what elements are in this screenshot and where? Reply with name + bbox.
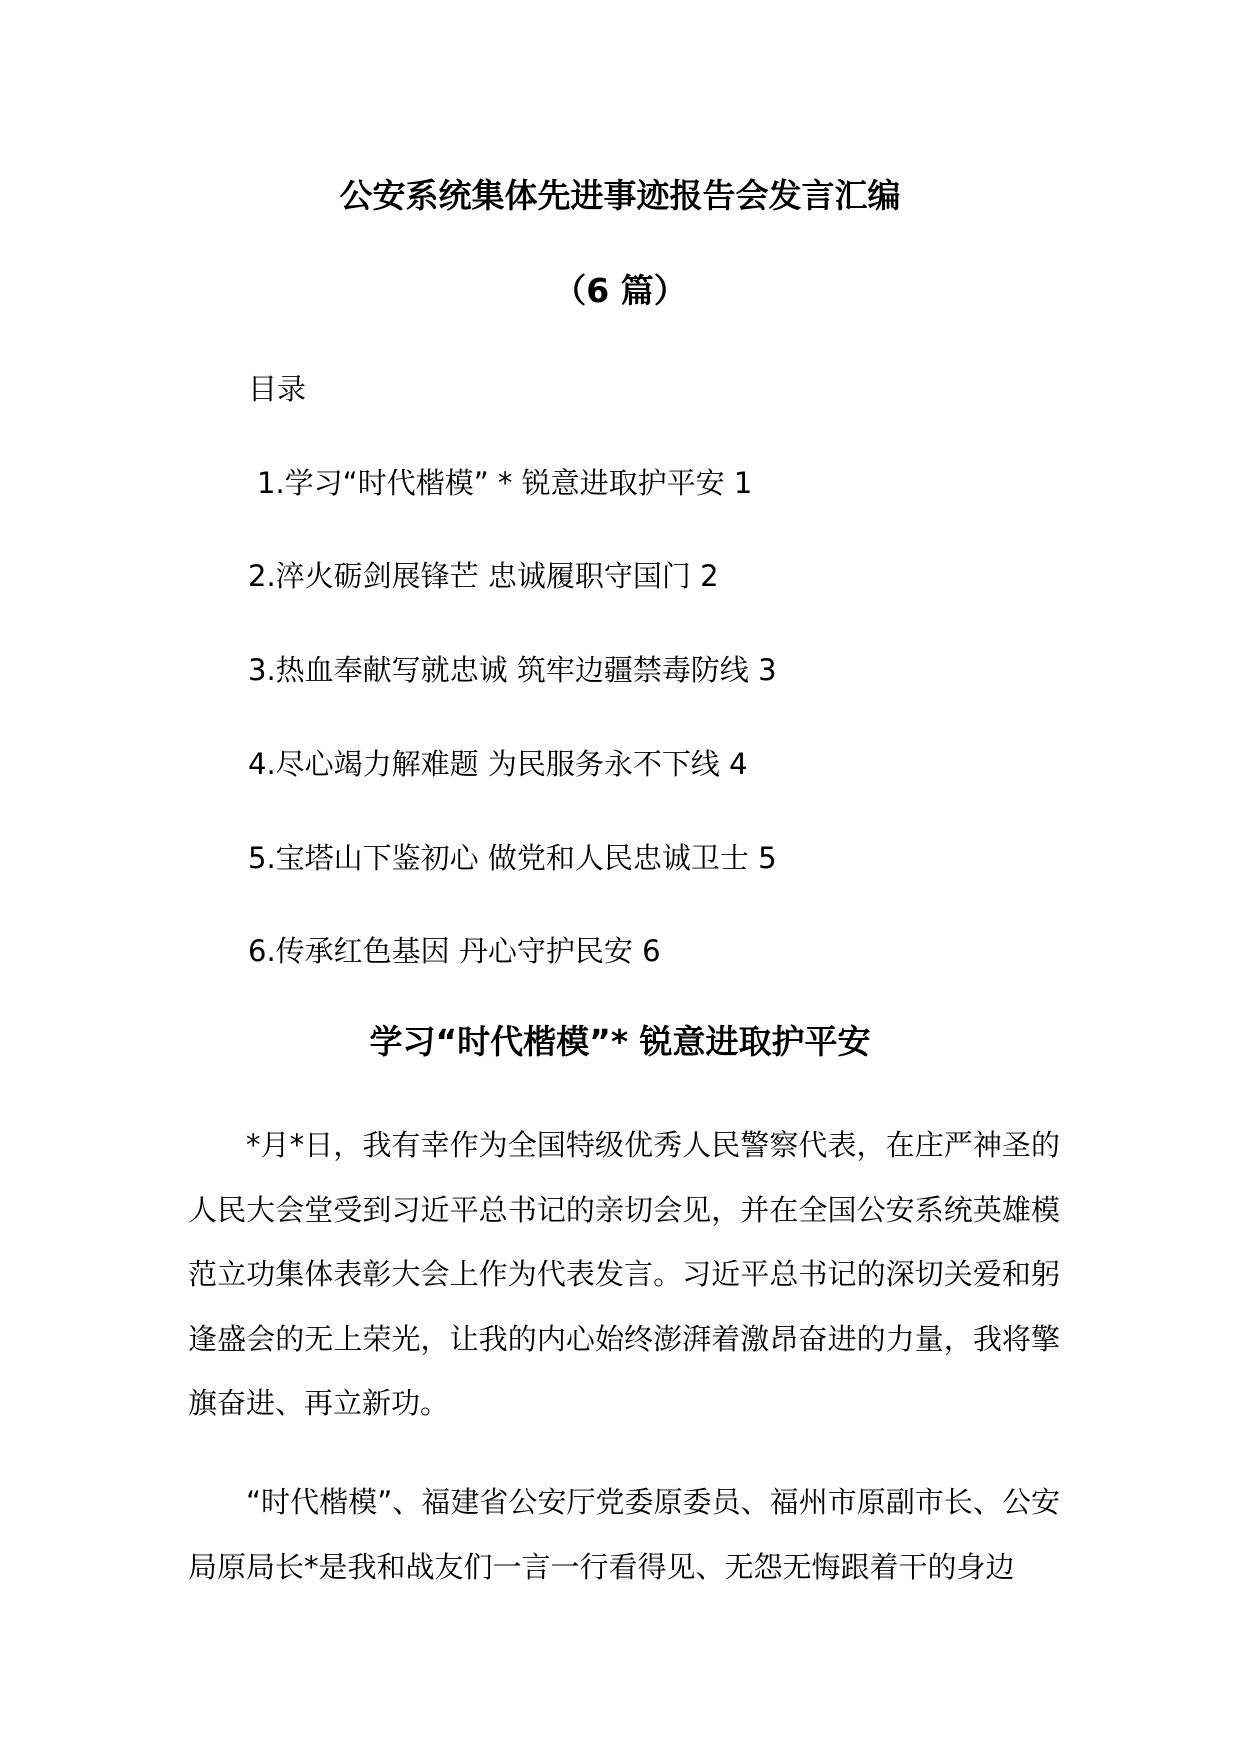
toc-item-4[interactable]: 4.尽心竭力解难题 为民服务永不下线 4 (248, 747, 748, 781)
toc-item-5[interactable]: 5.宝塔山下鉴初心 做党和人民忠诚卫士 5 (248, 841, 777, 875)
body-paragraph: “时代楷模”、福建省公安厅党委原委员、福州市原副市长、公安局原局长*是我和战友们一言一行看得见、无怨无悔跟着干的身边 (188, 1485, 1060, 1584)
document-subtitle: （6 篇） (553, 271, 687, 310)
toc-item-2[interactable]: 2.淬火砺剑展锋芒 忠诚履职守国门 2 (248, 559, 719, 593)
section-title: 学习“时代楷模”* 锐意进取护平安 (369, 1022, 871, 1061)
toc-heading: 目录 (248, 372, 307, 406)
toc-item-1[interactable]: 1.学习“时代楷模” * 锐意进取护平安 1 (257, 466, 753, 500)
toc-item-3[interactable]: 3.热血奉献写就忠诚 筑牢边疆禁毒防线 3 (248, 653, 777, 687)
document-title: 公安系统集体先进事迹报告会发言汇编 (339, 176, 901, 215)
toc-item-6[interactable]: 6.传承红色基因 丹心守护民安 6 (248, 934, 661, 968)
body-paragraph: *月*日，我有幸作为全国特级优秀人民警察代表，在庄严神圣的人民大会堂受到习近平总书记的亲切会见，并在全国公安系统英雄模范立功集体表彰大会上作为代表发言。习近平总书记的深切关爱和躬逢盛会的无上荣光，让我的内心始终澎湃着激昂奋进的力量，我将擎旗奋进、再立新功。 (188, 1128, 1060, 1420)
